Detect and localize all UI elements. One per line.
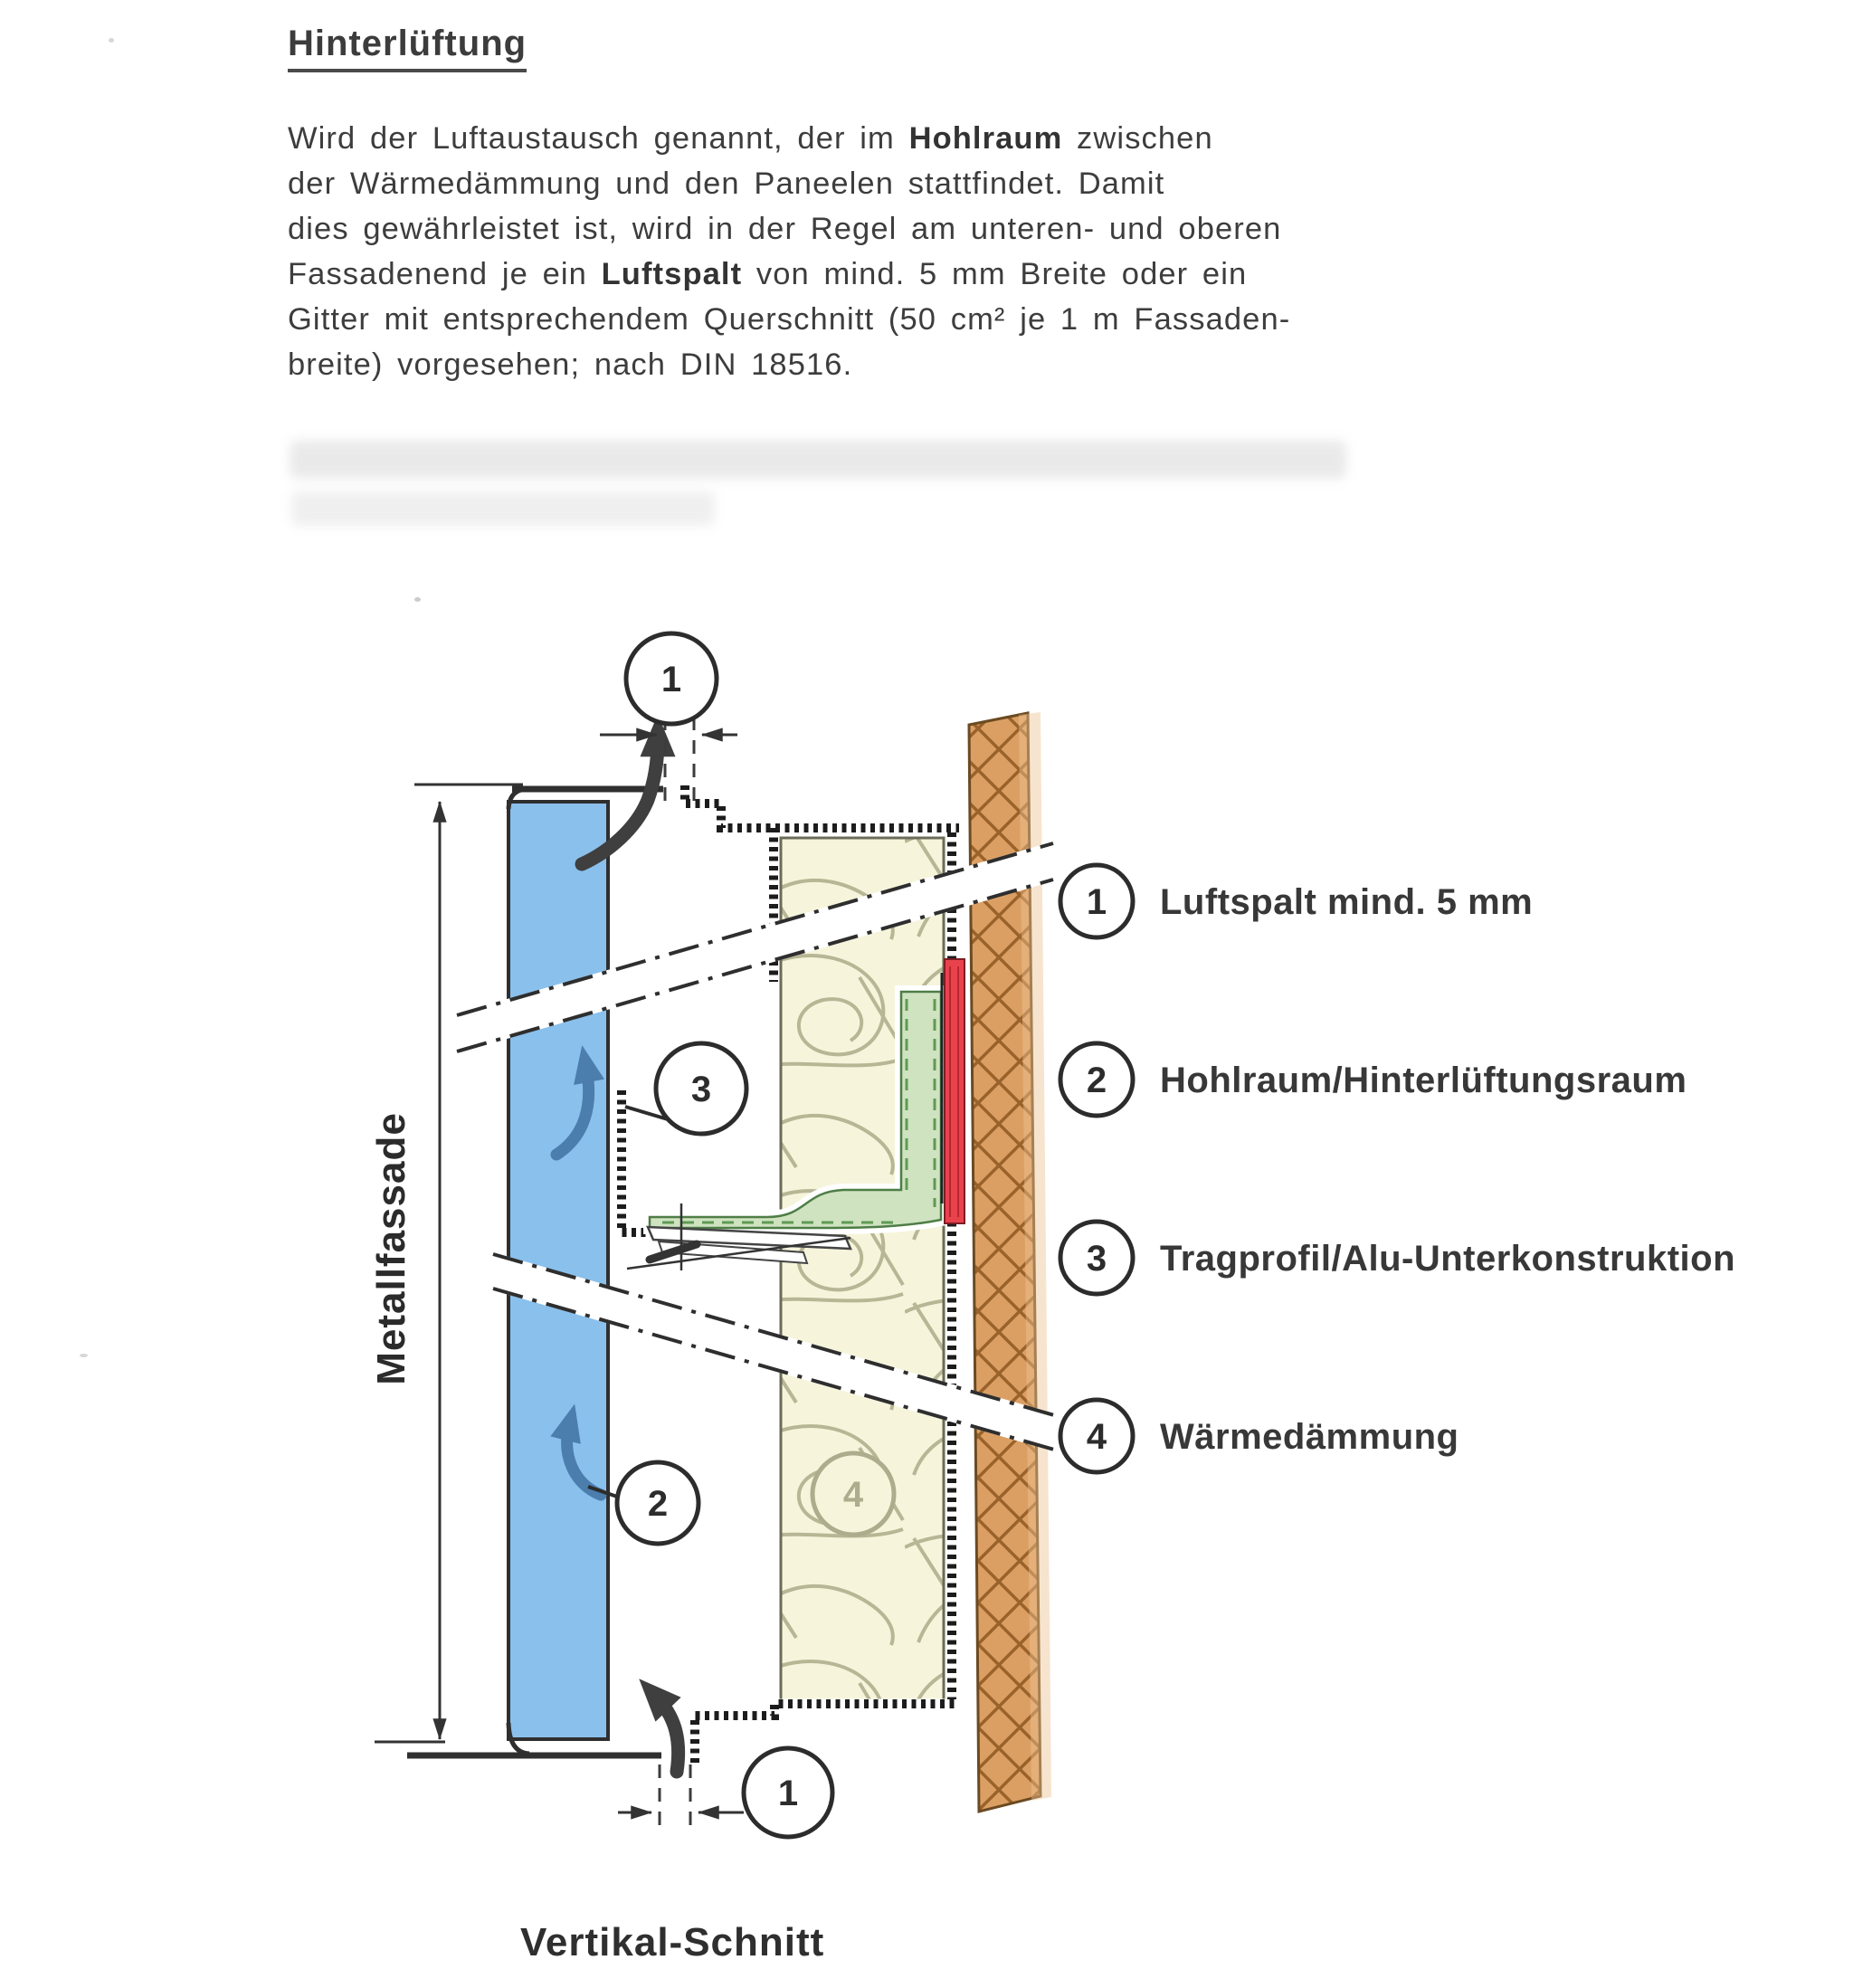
facade-label: Metallfassade bbox=[369, 1112, 413, 1385]
svg-text:1: 1 bbox=[777, 1774, 799, 1813]
svg-text:4: 4 bbox=[1086, 1417, 1107, 1457]
legend-item-3 bbox=[1060, 1222, 1735, 1294]
legend-item-2 bbox=[1060, 1043, 1687, 1116]
bottom-closure-profile bbox=[695, 1704, 957, 1763]
svg-text:3: 3 bbox=[690, 1070, 712, 1109]
paragraph-line: Wird der Luftaustausch genannt, der im Hohlraum zwischen bbox=[288, 121, 1213, 156]
paragraph-line: Gitter mit entsprechendem Querschnitt (50 cm² je 1 m Fassaden- bbox=[288, 302, 1291, 337]
svg-text:3: 3 bbox=[1086, 1239, 1107, 1279]
svg-text:1: 1 bbox=[660, 660, 682, 699]
page-title: Hinterlüftung bbox=[288, 24, 527, 72]
svg-text:4: 4 bbox=[842, 1475, 864, 1515]
anchor-strip bbox=[942, 959, 965, 1223]
legend bbox=[1060, 865, 1735, 1472]
paragraph-line: breite) vorgesehen; nach DIN 18516. bbox=[288, 347, 853, 382]
insulation bbox=[781, 838, 944, 1700]
legend-item-4 bbox=[1060, 1400, 1459, 1472]
svg-text:Tragprofil/Alu-Unterkonstrukti: Tragprofil/Alu-Unterkonstruktion bbox=[1160, 1239, 1735, 1279]
svg-text:Wärmedämmung: Wärmedämmung bbox=[1160, 1417, 1459, 1457]
diagram-caption: Vertikal-Schnitt bbox=[520, 1920, 825, 1964]
paragraph-line: Fassadenend je ein Luftspalt von mind. 5 mm Breite oder ein bbox=[288, 257, 1248, 291]
paragraph-line: der Wärmedämmung und den Paneelen stattfindet. Damit bbox=[288, 166, 1165, 201]
air-entry-arrow bbox=[657, 1698, 679, 1772]
svg-text:1: 1 bbox=[1086, 882, 1107, 922]
svg-text:2: 2 bbox=[647, 1484, 669, 1524]
legend-item-1 bbox=[1060, 865, 1533, 937]
svg-text:Hohlraum/Hinterlüftungsraum: Hohlraum/Hinterlüftungsraum bbox=[1160, 1061, 1687, 1100]
svg-text:Luftspalt mind. 5 mm: Luftspalt mind. 5 mm bbox=[1160, 882, 1534, 922]
svg-text:2: 2 bbox=[1086, 1061, 1107, 1100]
paragraph-line: dies gewährleistet ist, wird in der Regel am unteren- und oberen bbox=[288, 212, 1282, 246]
